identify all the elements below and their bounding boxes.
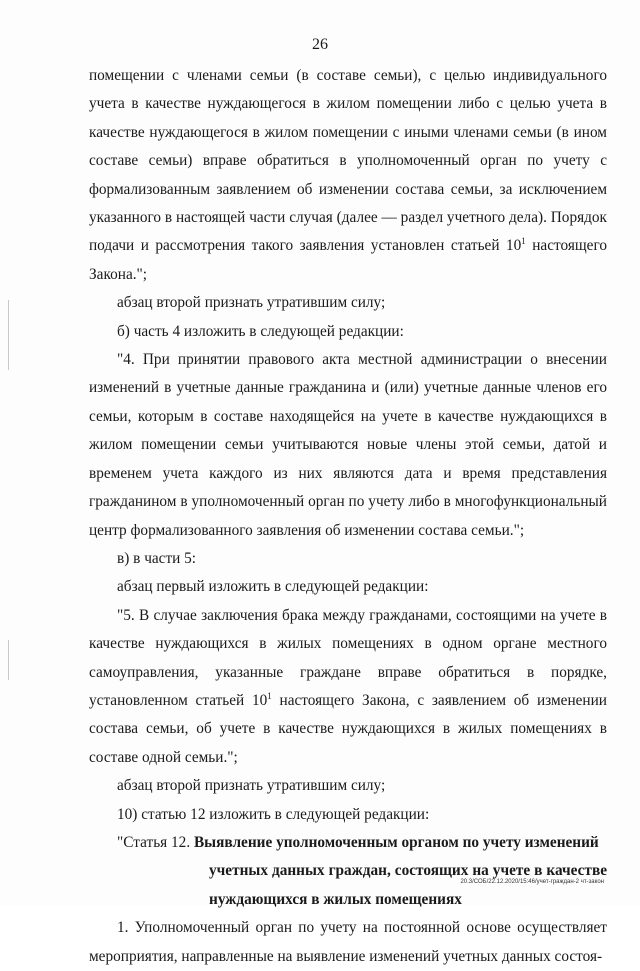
article-heading [89,829,607,857]
paragraph [89,602,607,772]
scan-edge-mark [8,640,9,680]
paragraph: абзац первый изложить в следующей редакции: [117,578,429,596]
paragraph: абзац второй признать утратившим силу; [117,777,386,795]
paragraph: абзац второй признать утратившим силу; [117,294,386,312]
superscript: 1 [267,690,272,701]
document-body [89,62,607,971]
article-title-continued: учетных данных граждан, состоящих на учете в качестве нуждающихся в жилых помещениях [209,862,607,908]
page-number: 26 [312,36,328,53]
paragraph-text: помещении с членами семьи (в составе семьи), с целью индивидуального учета в качестве нуждающегося в жилом помещении либо с целью учета в качестве нуждающегося в жилом помещении с иными членами семьи (в ином составе семьи) вправе обратиться в уполномоченный орган по учету с формализованным заявлением об изменении состава семьи, за исключением указанного в настоящей части случая (далее — раздел учетного дела). Порядок подачи и рассмотрения такого заявления установлен статьей 10 [89,67,607,255]
paragraph: 10) статью 12 изложить в следующей редакции: [117,805,430,823]
scan-edge-mark [8,300,9,370]
paragraph: в) в части 5: [117,549,197,567]
article-title: Выявление уполномоченным органом по учету изменений [193,833,599,851]
paragraph-text: настоящего Закона, с заявлением об изменении состава семьи, об учете в качестве нуждающихся в жилых помещениях в составе одной семьи."; [89,691,607,766]
paragraph-text: настоящего Закона."; [89,237,607,283]
superscript: 1 [521,236,526,247]
paragraph: 1. Уполномоченный орган по учету на постоянной основе осуществляет мероприятия, направленные на выявление изменений учетных данных состоя- [89,919,607,965]
paragraph [89,62,607,289]
footer-document-code: 20.3/СОБ/22.12.2020/15:46/учет-граждан-2 чт-закон [460,879,604,885]
paragraph: б) часть 4 изложить в следующей редакции: [117,322,404,340]
article-prefix: "Статья 12. [117,833,194,851]
paragraph-text: "5. В случае заключения брака между гражданами, состоящими на учете в качестве нуждающихся в жилых помещениях в одном органе местного самоуправления, указанные граждане вправе обратиться в порядке, установленном статьей 10 [89,606,607,709]
paragraph: "4. При принятии правового акта местной администрации о внесении изменений в учетные данные гражданина и (или) учетные данные членов его семьи, которым в составе находящейся на учете в качестве нуждающихся в жилом помещении семьи учитываются новые члены этой семьи, датой и временем учета каждого из них являются дата и время представления гражданином в уполномоченный орган по учету либо в многофункциональный центр формализованного заявления об изменении состава семьи."; [89,351,607,539]
